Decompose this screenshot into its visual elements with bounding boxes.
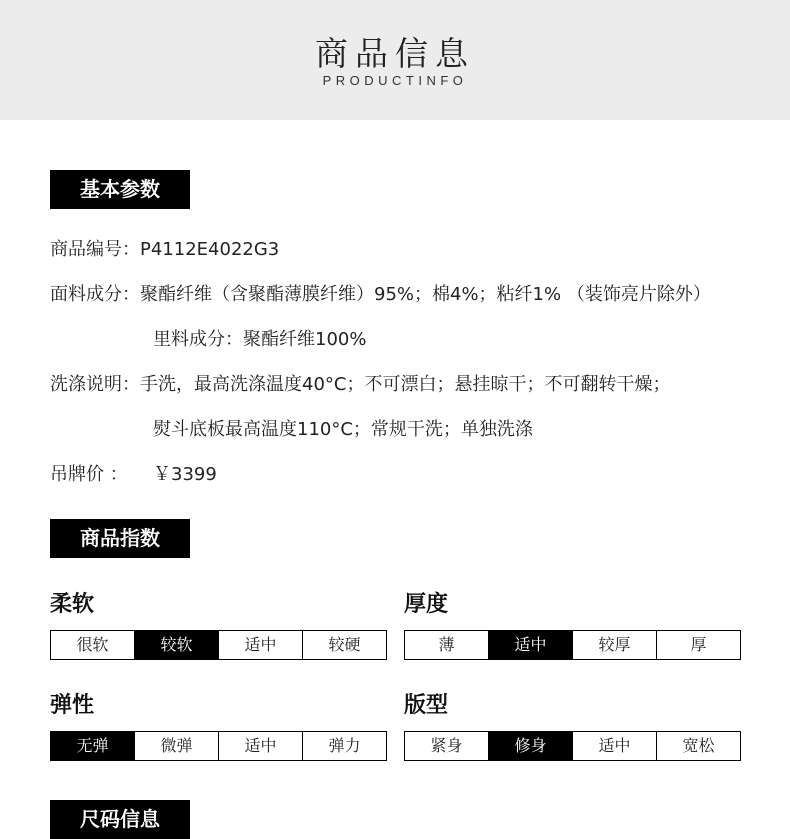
fit-scale	[404, 731, 741, 761]
wash-row	[50, 373, 670, 397]
wash-line-1: 手洗，最高洗涤温度40°C；不可漂白；悬挂晾干；不可翻转干燥；	[140, 374, 671, 395]
elasticity-option: 弹力	[302, 732, 386, 760]
fabric-label: 面料成分：	[50, 284, 140, 305]
product-code-label: 商品编号：	[50, 239, 140, 260]
wash-line-2: 熨斗底板最高温度110°C；常规干洗；单独洗涤	[153, 419, 533, 440]
elasticity-option: 微弹	[134, 732, 218, 760]
fit-option: 紧身	[405, 732, 488, 760]
softness-scale	[50, 630, 387, 660]
thickness-scale	[404, 630, 741, 660]
softness-option: 适中	[218, 631, 302, 659]
fabric-value: 聚酯纤维（含聚酯薄膜纤维）95%；棉4%；粘纤1% （装饰亮片除外）	[140, 284, 711, 305]
elasticity-option: 无弹	[51, 732, 134, 760]
page-subtitle: PRODUCTINFO	[322, 73, 468, 88]
thickness-option: 厚	[656, 631, 740, 659]
section-label-product-index: 商品指数	[50, 519, 190, 558]
section-label-basic-params: 基本参数	[50, 170, 190, 209]
page-header	[0, 0, 790, 120]
product-code-row	[50, 238, 279, 262]
wash-label: 洗涤说明：	[50, 374, 140, 395]
softness-option: 较软	[134, 631, 218, 659]
thickness-option: 较厚	[572, 631, 656, 659]
fit-option: 适中	[572, 732, 656, 760]
price-label: 吊牌价 ：	[50, 464, 128, 485]
section-label-size-info: 尺码信息	[50, 800, 190, 839]
product-code-value: P4112E4022G3	[140, 239, 280, 260]
price-row	[50, 463, 217, 487]
metric-title-softness: 柔软	[50, 592, 95, 617]
elasticity-option: 适中	[218, 732, 302, 760]
metric-title-fit: 版型	[404, 693, 449, 718]
metric-title-thickness: 厚度	[404, 592, 449, 617]
page-title: 商品信息	[315, 34, 475, 73]
thickness-option: 薄	[405, 631, 488, 659]
lining-row: 里料成分：聚酯纤维100%	[153, 329, 367, 350]
fit-option: 宽松	[656, 732, 740, 760]
elasticity-scale	[50, 731, 387, 761]
softness-option: 较硬	[302, 631, 386, 659]
fit-option: 修身	[488, 732, 572, 760]
price-value: ￥3399	[153, 464, 217, 485]
fabric-row	[50, 283, 711, 307]
metric-title-elasticity: 弹性	[50, 693, 95, 718]
thickness-option: 适中	[488, 631, 572, 659]
softness-option: 很软	[51, 631, 134, 659]
